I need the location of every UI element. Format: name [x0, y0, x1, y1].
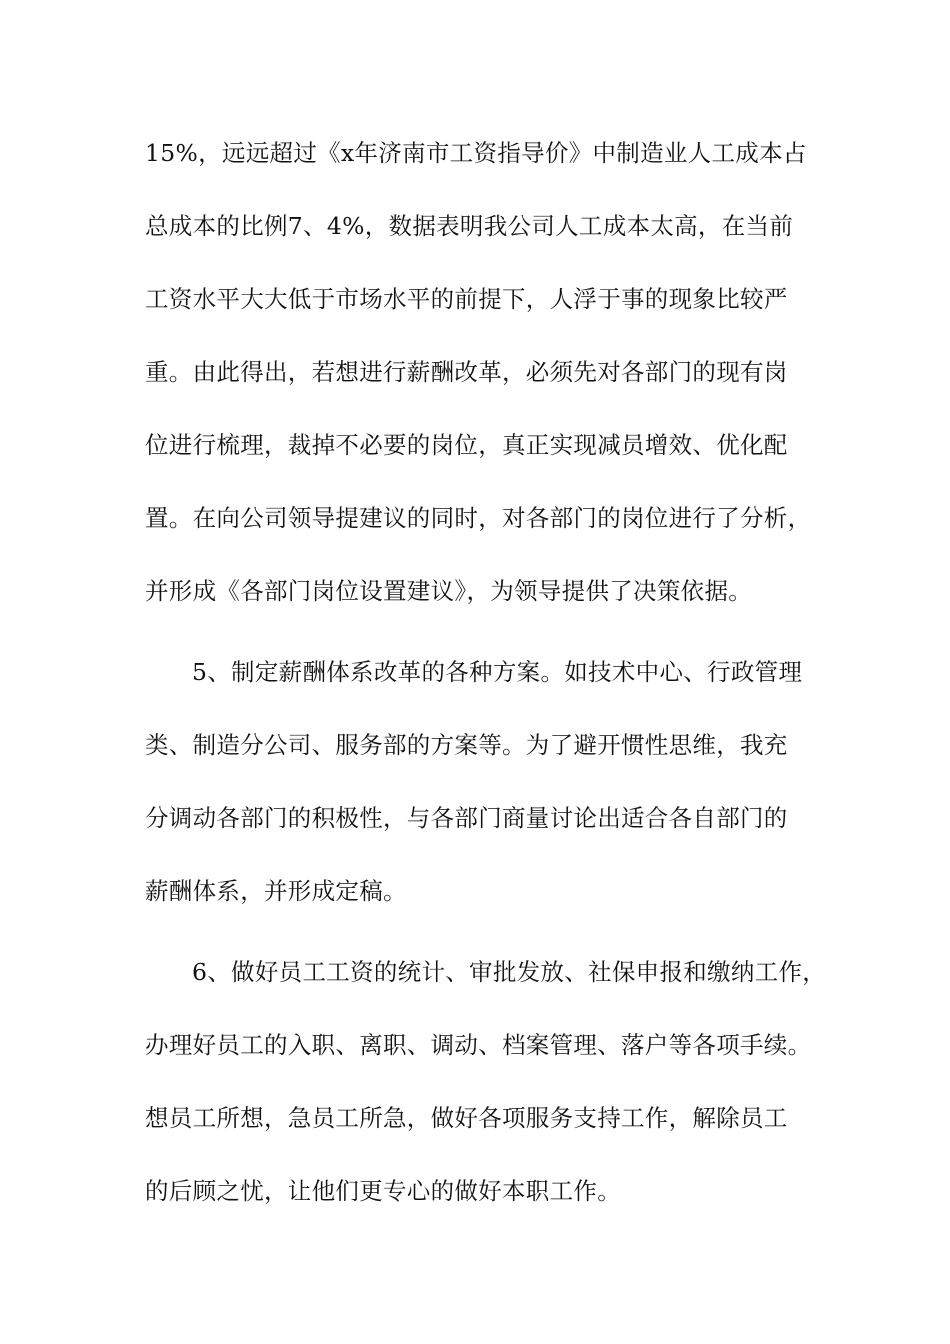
text-line: 5、制定薪酬体系改革的各种方案。如技术中心、行政管理: [192, 658, 803, 686]
text-line: 6、做好员工工资的统计、审批发放、社保申报和缴纳工作，: [192, 958, 827, 986]
text-line: 置。在向公司领导提建议的同时，对各部门的岗位进行了分析，: [145, 504, 812, 532]
text-line: 工资水平大大低于市场水平的前提下，人浮于事的现象比较严: [145, 285, 788, 313]
text-line: 15%，远远超过《x年济南市工资指导价》中制造业人工成本占: [145, 139, 807, 167]
text-line: 总成本的比例7、4%，数据表明我公司人工成本太高，在当前: [145, 212, 794, 240]
text-line: 想员工所想，急员工所急，做好各项服务支持工作，解除员工: [145, 1104, 788, 1132]
text-line: 并形成《各部门岗位设置建议》，为领导提供了决策依据。: [145, 577, 753, 605]
text-line: 类、制造分公司、服务部的方案等。为了避开惯性思维，我充: [145, 731, 788, 759]
text-line: 分调动各部门的积极性，与各部门商量讨论出适合各自部门的: [145, 804, 788, 832]
text-line: 薪酬体系，并形成定稿。: [145, 877, 407, 905]
text-line: 位进行梳理，裁掉不必要的岗位，真正实现减员增效、优化配: [145, 431, 788, 459]
text-line: 重。由此得出，若想进行薪酬改革，必须先对各部门的现有岗: [145, 358, 788, 386]
text-line: 办理好员工的入职、离职、调动、档案管理、落户等各项手续。: [145, 1031, 812, 1059]
text-line: 的后顾之忧，让他们更专心的做好本职工作。: [145, 1177, 621, 1205]
